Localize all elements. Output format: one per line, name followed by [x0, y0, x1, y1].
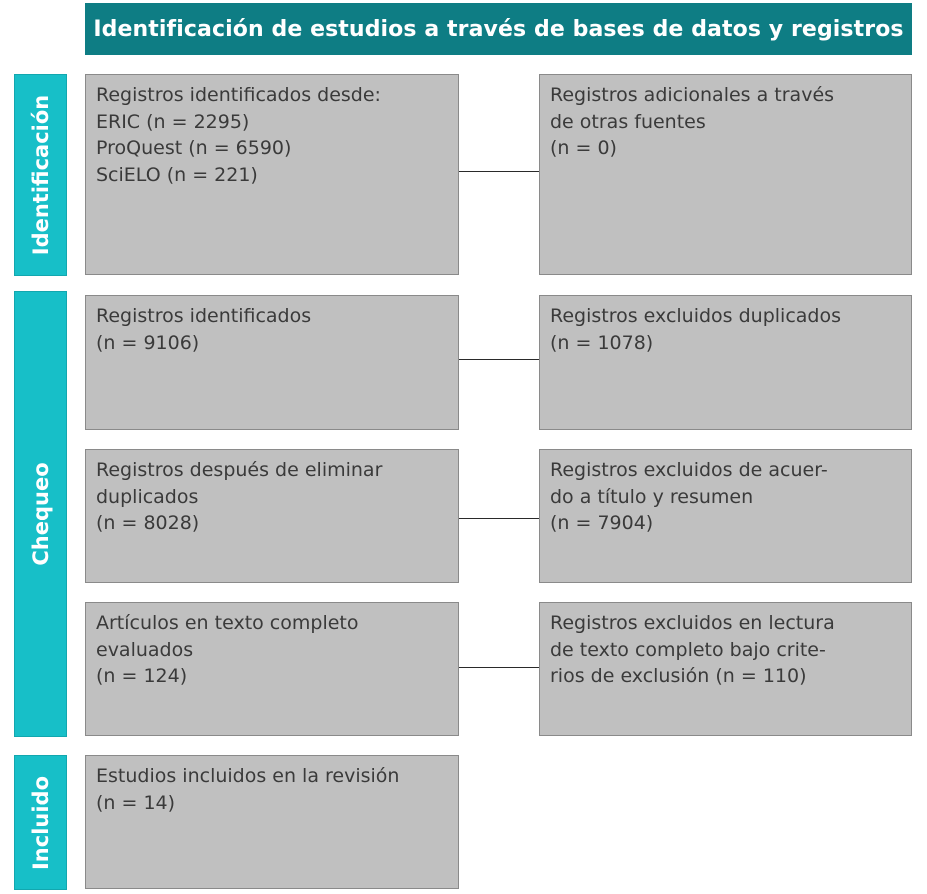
box-line: (n = 124)	[96, 665, 188, 687]
box-excluded-fulltext	[539, 602, 912, 736]
box-identified-sources	[85, 74, 459, 275]
box-excluded-duplicates	[539, 295, 912, 430]
box-line: duplicados	[96, 485, 199, 508]
diagram-title	[85, 3, 912, 55]
stage-identificacion	[14, 74, 67, 276]
connector-line	[459, 359, 539, 360]
box-line: SciELO (n = 221)	[96, 163, 258, 186]
box-line: (n = 14)	[96, 791, 176, 814]
box-line: evaluados	[96, 638, 194, 661]
box-line: Artículos en texto completo	[96, 612, 359, 634]
box-additional-sources	[539, 74, 912, 275]
box-line: Registros excluidos de acuer-	[550, 459, 828, 481]
box-line: rios de exclusión (n = 110)	[550, 665, 807, 687]
box-excluded-title-abstract	[539, 449, 912, 583]
box-line: Registros excluidos duplicados	[550, 305, 842, 327]
box-line: Registros después de eliminar	[96, 459, 383, 481]
box-line: do a título y resumen	[550, 485, 754, 508]
box-line: (n = 7904)	[550, 512, 654, 534]
diagram-title-text: Identificación de estudios a través de bases de datos y registros	[93, 16, 904, 42]
box-line: de texto completo bajo crite-	[550, 638, 826, 661]
box-line: Estudios incluidos en la revisión	[96, 765, 400, 787]
stage-incluido	[14, 755, 67, 890]
box-line: de otras fuentes	[550, 110, 706, 133]
box-line: (n = 9106)	[96, 331, 200, 354]
box-line: Registros identificados	[96, 305, 312, 327]
box-included	[85, 755, 459, 889]
connector-line	[459, 667, 539, 668]
box-line: ProQuest (n = 6590)	[96, 137, 292, 159]
box-identified-total	[85, 295, 459, 430]
box-line: Registros excluidos en lectura	[550, 612, 835, 634]
box-line: Registros adicionales a través	[550, 84, 835, 106]
box-line: ERIC (n = 2295)	[96, 110, 250, 133]
stage-chequeo-label: Chequeo	[28, 462, 53, 566]
stage-incluido-label: Incluido	[28, 775, 53, 870]
box-fulltext-assessed	[85, 602, 459, 736]
box-line: (n = 8028)	[96, 512, 200, 534]
connector-line	[459, 518, 539, 519]
connector-line	[459, 171, 539, 172]
box-line: (n = 1078)	[550, 331, 654, 354]
box-line: Registros identificados desde:	[96, 84, 381, 106]
box-line: (n = 0)	[550, 137, 617, 159]
box-after-duplicates	[85, 449, 459, 583]
stage-chequeo	[14, 291, 67, 737]
stage-identificacion-label: Identificación	[28, 94, 53, 256]
